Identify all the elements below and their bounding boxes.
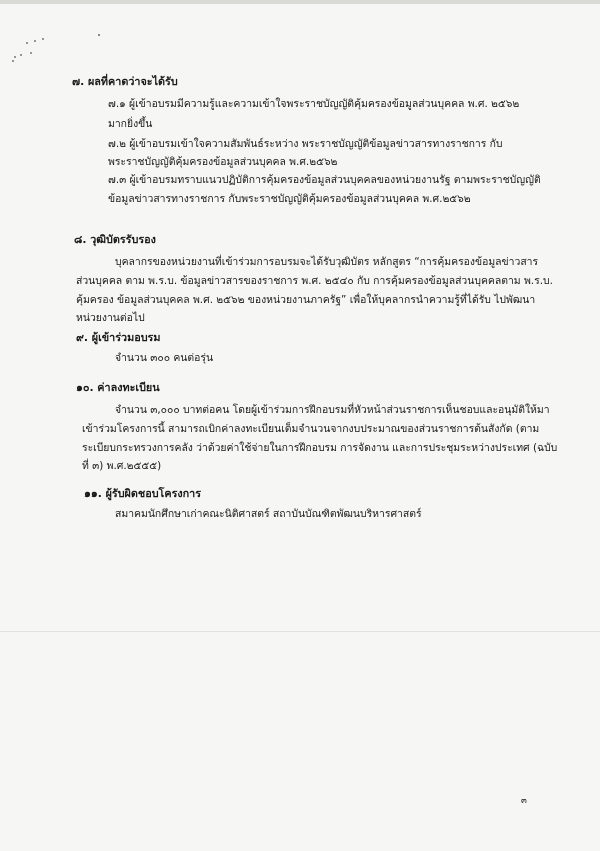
section-7-item-2-line-2: พระราชบัญญัติคุ้มครองข้อมูลส่วนบุคคล พ.ศ.๒๕๖๒ <box>108 156 338 168</box>
section-10-line-4: ที่ ๓) พ.ศ.๒๕๕๕) <box>82 460 162 472</box>
scan-fold-line <box>0 631 600 632</box>
section-11-line-1: สมาคมนักศึกษาเก่าคณะนิติศาสตร์ สถาบันบัณฑิตพัฒนบริหารศาสตร์ <box>115 508 422 520</box>
scan-speck <box>98 34 100 36</box>
section-8-heading: ๘. วุฒิบัตรรับรอง <box>74 233 156 246</box>
section-7-item-3-line-2: ข้อมูลข่าวสารทางราชการ กับพระราชบัญญัติคุ้มครองข้อมูลส่วนบุคคล พ.ศ.๒๕๖๒ <box>108 193 471 205</box>
section-9-heading: ๙. ผู้เข้าร่วมอบรม <box>76 331 161 344</box>
scan-specks <box>8 32 68 72</box>
section-11-heading: ๑๑. ผู้รับผิดชอบโครงการ <box>84 487 202 500</box>
section-7-heading: ๗. ผลที่คาดว่าจะได้รับ <box>72 75 178 88</box>
section-8-line-4: หน่วยงานต่อไป <box>76 312 145 324</box>
page-number: ๓ <box>521 796 527 806</box>
section-10-heading: ๑๐. ค่าลงทะเบียน <box>76 381 160 394</box>
section-7-item-1-line-1: ๗.๑ ผู้เข้าอบรมมีความรู้และความเข้าใจพระราชบัญญัติคุ้มครองข้อมูลส่วนบุคคล พ.ศ. ๒๕๖๒ <box>108 98 520 110</box>
section-10-line-2: เข้าร่วมโครงการนี้ สามารถเบิกค่าลงทะเบียนเต็มจำนวนจากงบประมาณของส่วนราชการต้นสังกัด (ตาม <box>82 423 540 435</box>
section-7-item-2-line-1: ๗.๒ ผู้เข้าอบรมเข้าใจความสัมพันธ์ระหว่าง พระราชบัญญัติข้อมูลข่าวสารทางราชการ กับ <box>108 138 503 150</box>
section-10-line-1: จำนวน ๓,๐๐๐ บาทต่อคน โดยผู้เข้าร่วมการฝึกอบรมที่หัวหน้าส่วนราชการเห็นชอบและอนุมัติให้มา <box>115 404 550 416</box>
section-8-line-2: ส่วนบุคคล ตาม พ.ร.บ. ข้อมูลข่าวสารของราชการ พ.ศ. ๒๕๔๐ กับ การคุ้มครองข้อมูลส่วนบุคคลตาม พ.ร.บ. <box>76 275 553 287</box>
scan-edge <box>0 0 600 4</box>
section-10-line-3: ระเบียบกระทรวงการคลัง ว่าด้วยค่าใช้จ่ายในการฝึกอบรม การจัดงาน และการประชุมระหว่างประเทศ (ฉบับ <box>82 442 558 454</box>
section-7-item-1-line-2: มากยิ่งขึ้น <box>108 118 153 130</box>
section-8-line-1: บุคลากรของหน่วยงานที่เข้าร่วมการอบรมจะได้รับวุฒิบัตร หลักสูตร “การคุ้มครองข้อมูลข่าวสาร <box>115 256 539 268</box>
section-7-item-3-line-1: ๗.๓ ผู้เข้าอบรมทราบแนวปฏิบัติการคุ้มครองข้อมูลส่วนบุคคลของหน่วยงานรัฐ ตามพระราชบัญญัติ <box>108 174 541 186</box>
section-9-line-1: จำนวน ๓๐๐ คนต่อรุ่น <box>115 352 214 364</box>
section-8-line-3: คุ้มครอง ข้อมูลส่วนบุคคล พ.ศ. ๒๕๖๒ ของหน่วยงานภาครัฐ” เพื่อให้บุคลากรนำความรู้ที่ได้รับ ไปพัฒนา <box>76 294 536 306</box>
